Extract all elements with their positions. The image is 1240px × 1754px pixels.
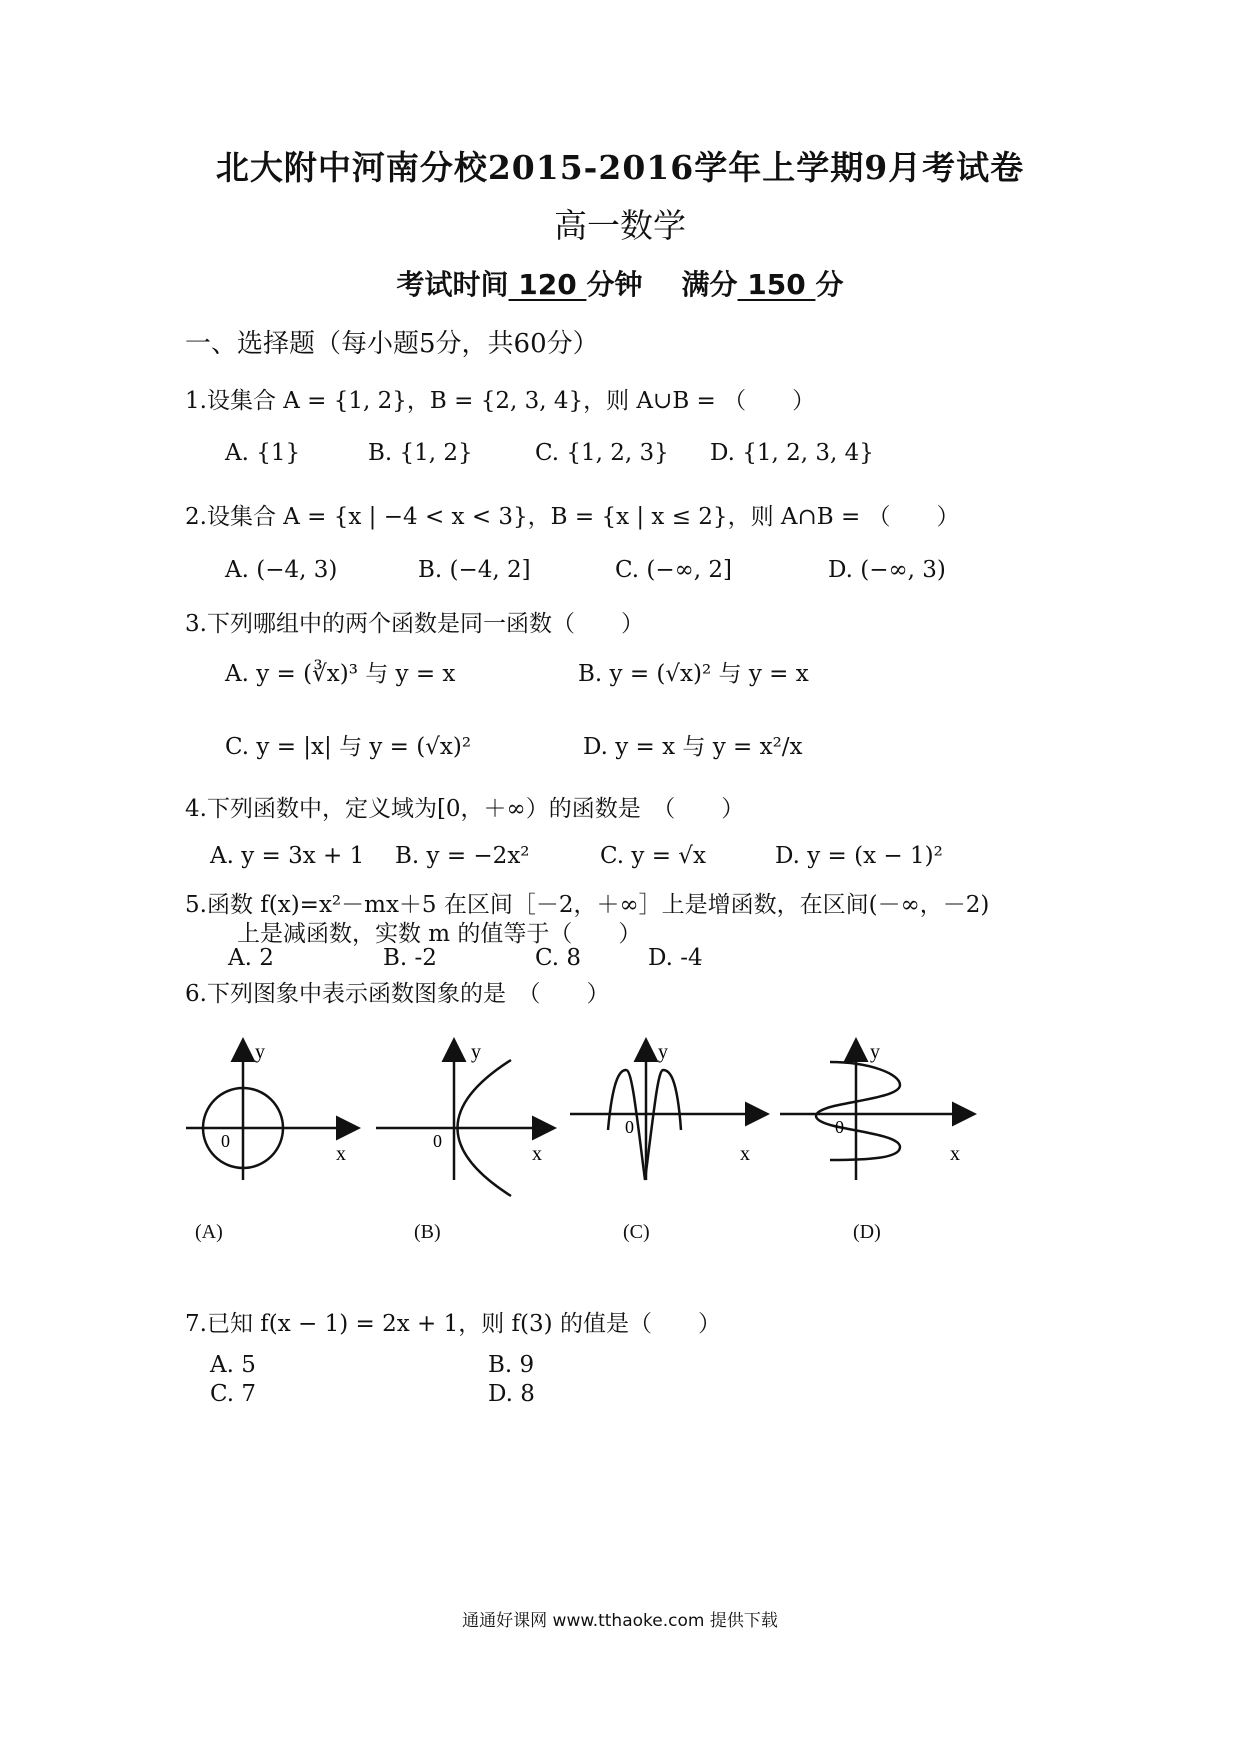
graph-c: [570, 1041, 765, 1180]
time-label: 考试时间: [396, 268, 509, 301]
exam-title: 北大附中河南分校2015-2016学年上学期9月考试卷: [215, 148, 1025, 187]
graph-c-y-label: y: [658, 1041, 668, 1063]
graph-a-x-label: x: [336, 1143, 346, 1165]
question-5-option-c: C. 8: [535, 945, 582, 971]
graph-a-y-label: y: [255, 1041, 265, 1063]
graph-d-y-label: y: [870, 1041, 880, 1063]
question-1-option-d: D. {1, 2, 3, 4}: [710, 440, 874, 466]
subject-title: 高一数学: [554, 206, 686, 245]
exam-info: [0, 263, 1240, 303]
time-value: 120: [508, 268, 587, 301]
time-unit: 分钟: [586, 268, 643, 301]
question-4-stem: 4.下列函数中，定义域为[0，＋∞）的函数是 （ ）: [185, 796, 745, 822]
graph-a-caption: (A): [195, 1221, 223, 1243]
question-7-stem: 7.已知 f(x − 1) = 2x + 1，则 f(3) 的值是（ ）: [185, 1311, 721, 1337]
question-4-option-c: C. y = √x: [600, 843, 706, 869]
graph-d-caption: (D): [853, 1221, 881, 1243]
graph-c-origin-label: 0: [625, 1117, 634, 1137]
graph-b-caption: (B): [414, 1221, 441, 1243]
question-7-option-c: C. 7: [210, 1381, 257, 1407]
question-3-option-a: A. y = (∛x)³ 与 y = x: [225, 661, 456, 687]
question-3-option-d: D. y = x 与 y = x²/x: [583, 734, 803, 760]
question-1-option-a: A. {1}: [225, 440, 301, 466]
question-2-option-c: C. (−∞, 2]: [615, 557, 733, 583]
question-1-option-c: C. {1, 2, 3}: [535, 440, 669, 466]
graph-a: [186, 1041, 356, 1180]
question-5-option-b: B. -2: [383, 945, 437, 971]
graph-c-x-label: x: [740, 1143, 750, 1165]
question-7-option-d: D. 8: [488, 1381, 535, 1407]
question-5-stem-continued: 上是减函数，实数 m 的值等于（ ）: [237, 921, 642, 947]
question-4-option-d: D. y = (x − 1)²: [775, 843, 943, 869]
graph-b-y-label: y: [471, 1041, 481, 1063]
graph-d-x-label: x: [950, 1143, 960, 1165]
question-2-option-d: D. (−∞, 3): [828, 557, 946, 583]
question-6-graphs: [180, 1030, 980, 1230]
question-4-option-b: B. y = −2x²: [395, 843, 530, 869]
score-value: 150: [737, 268, 816, 301]
graph-b-origin-label: 0: [433, 1131, 442, 1151]
question-1-option-b: B. {1, 2}: [368, 440, 473, 466]
question-2-option-b: B. (−4, 2]: [418, 557, 531, 583]
score-label: 满分: [681, 268, 738, 301]
question-3-option-c: C. y = |x| 与 y = (√x)²: [225, 734, 472, 760]
question-3-stem: 3.下列哪组中的两个函数是同一函数（ ）: [185, 611, 644, 637]
graph-b-x-label: x: [532, 1143, 542, 1165]
question-6-stem: 6.下列图象中表示函数图象的是 （ ）: [185, 981, 610, 1007]
graph-d: [780, 1041, 972, 1180]
graph-b: [376, 1041, 552, 1196]
graph-c-caption: (C): [623, 1221, 650, 1243]
graph-d-origin-label: 0: [835, 1117, 844, 1137]
question-1-stem: 1.设集合 A = {1, 2}，B = {2, 3, 4}，则 A∪B = （ ）: [185, 388, 816, 414]
graph-a-origin-label: 0: [221, 1131, 230, 1151]
question-5-stem: 5.函数 f(x)=x²－mx＋5 在区间［－2，＋∞］上是增函数，在区间(－∞，－2): [185, 892, 990, 918]
question-3-option-b: B. y = (√x)² 与 y = x: [578, 661, 809, 687]
question-2-option-a: A. (−4, 3): [225, 557, 338, 583]
question-7-option-a: A. 5: [210, 1352, 256, 1378]
section-heading: 一、选择题（每小题5分，共60分）: [185, 329, 599, 359]
question-7-option-b: B. 9: [488, 1352, 535, 1378]
question-4-option-a: A. y = 3x + 1: [210, 843, 365, 869]
question-5-option-d: D. -4: [648, 945, 703, 971]
score-unit: 分: [815, 268, 844, 301]
page-footer: 通通好课网 www.tthaoke.com 提供下载: [462, 1611, 778, 1631]
question-5-option-a: A. 2: [228, 945, 274, 971]
question-2-stem: 2.设集合 A = {x | −4 < x < 3}，B = {x | x ≤ 2}，则 A∩B = （ ）: [185, 504, 960, 530]
